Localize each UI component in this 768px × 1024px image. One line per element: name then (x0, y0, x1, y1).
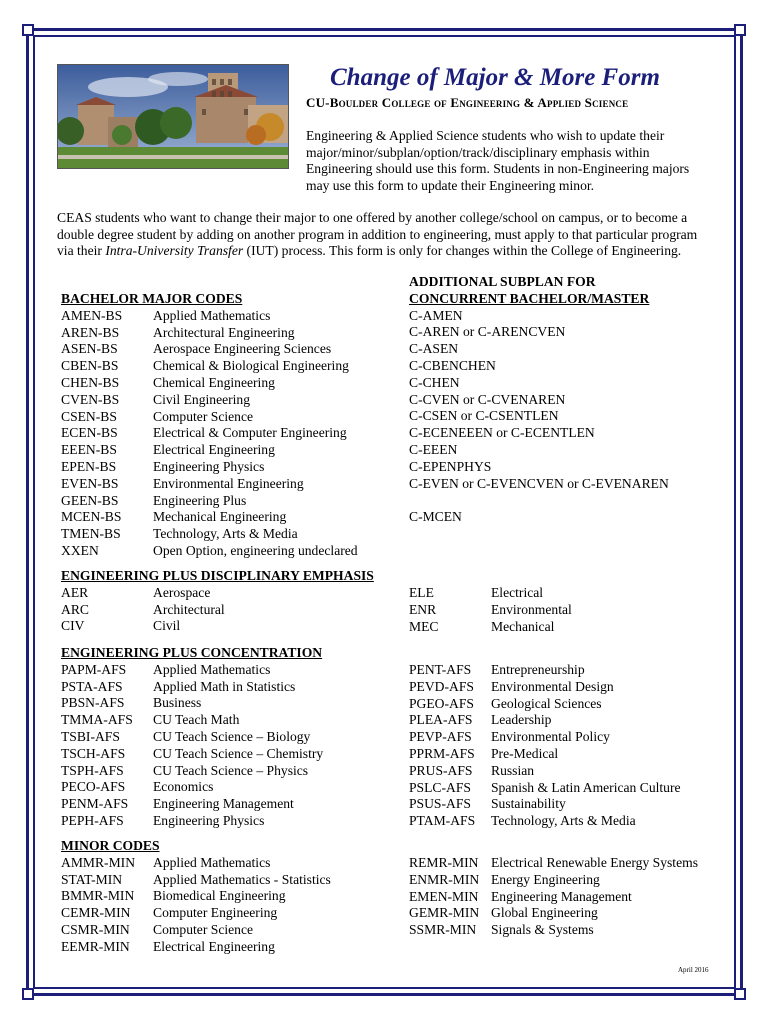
program-code: CHEN-BS (61, 374, 120, 390)
iut-text-start: CEAS students who want to change their major to one offered by another college/school on campus, or to become a double degree student by adding on another program in addition to engineering, must apply to that particular program via their (57, 210, 698, 259)
program-code: ENR (409, 601, 437, 617)
code-row (409, 905, 729, 922)
code-row (61, 585, 401, 602)
program-code: PSUS-AFS (409, 796, 471, 812)
program-code: GEMR-MIN (409, 905, 480, 921)
code-row (409, 459, 729, 476)
program-name: Signals & Systems (491, 922, 594, 938)
program-name: Entrepreneurship (491, 662, 585, 677)
code-row (409, 509, 729, 526)
concurrent-heading-line1: ADDITIONAL SUBPLAN FOR (409, 274, 596, 289)
subplan-code: C-EVEN or C-EVENCVEN or C-EVENAREN (409, 475, 669, 491)
program-code: TSBI-AFS (61, 728, 120, 744)
program-name: Civil (153, 618, 181, 634)
program-name: Mechanical Engineering (153, 509, 287, 525)
program-code: AREN-BS (61, 324, 120, 340)
code-row (409, 585, 709, 602)
program-name: Engineering Management (153, 796, 294, 812)
subplan-code: C-AREN or C-ARENCVEN (409, 324, 566, 340)
program-code: PSTA-AFS (61, 678, 123, 694)
code-row (61, 746, 401, 763)
program-name: Engineering Physics (153, 812, 265, 828)
code-row (409, 408, 729, 425)
code-row (409, 602, 709, 619)
program-code: PRUS-AFS (409, 762, 473, 778)
code-row (61, 779, 401, 796)
program-name: Architectural Engineering (153, 324, 295, 340)
college-subtitle: CU-Boulder College of Engineering & Applied Science (306, 95, 629, 110)
program-name: Chemical Engineering (153, 374, 275, 390)
program-name: CU Teach Math (153, 712, 240, 728)
code-row (409, 442, 729, 459)
program-code: TSPH-AFS (61, 762, 124, 778)
program-name: Applied Mathematics (153, 661, 271, 677)
code-row (409, 392, 729, 409)
program-code: REMR-MIN (409, 855, 479, 870)
code-row (409, 324, 729, 341)
code-row (409, 813, 729, 830)
program-code: CVEN-BS (61, 391, 120, 407)
program-name: Economics (153, 779, 214, 795)
border-corner-bottom-left (22, 988, 34, 1000)
code-row (61, 796, 401, 813)
code-row (61, 308, 391, 325)
iut-paragraph (57, 210, 713, 260)
code-row (61, 905, 401, 922)
program-code: CSMR-MIN (61, 921, 130, 937)
intro-paragraph (57, 128, 713, 194)
concentration-list-left (61, 662, 401, 830)
program-name: Environmental (491, 601, 572, 617)
program-name: Applied Mathematics (153, 307, 271, 323)
code-row (61, 618, 401, 635)
code-row (409, 872, 729, 889)
program-name: Pre-Medical (491, 745, 559, 761)
program-code: MCEN-BS (61, 509, 122, 525)
code-row (61, 409, 391, 426)
subplan-code: C-ECENEEEN or C-ECENTLEN (409, 425, 595, 441)
border-corner-top-right (734, 24, 746, 36)
program-code: CBEN-BS (61, 358, 119, 374)
program-name: Chemical & Biological Engineering (153, 358, 349, 374)
code-row (409, 358, 729, 375)
code-row (61, 459, 391, 476)
subplan-code: C-EPENPHYS (409, 458, 492, 474)
program-code: EEMR-MIN (61, 938, 130, 954)
program-code: PLEA-AFS (409, 712, 473, 728)
subplan-code: C-CBENCHEN (409, 357, 496, 373)
program-name: Electrical Renewable Energy Systems (491, 855, 698, 870)
code-row (61, 325, 391, 342)
code-row (61, 509, 391, 526)
program-code: TSCH-AFS (61, 745, 126, 761)
program-code: PEVP-AFS (409, 729, 472, 745)
program-code: CSEN-BS (61, 408, 117, 424)
code-row (61, 442, 391, 459)
program-code: EMEN-MIN (409, 888, 479, 904)
code-row (61, 872, 401, 889)
minor-right-section (409, 855, 729, 939)
code-row (61, 662, 401, 679)
program-name: Geological Sciences (491, 695, 602, 711)
code-row (409, 696, 729, 713)
subplan-code: C-CVEN or C-CVENAREN (409, 391, 566, 407)
code-row (61, 375, 391, 392)
program-name: Electrical Engineering (153, 442, 275, 458)
program-name: Spanish & Latin American Culture (491, 779, 681, 795)
program-code: SSMR-MIN (409, 922, 477, 938)
program-name: Technology, Arts & Media (153, 526, 298, 542)
iut-text-end: (IUT) process. This form is only for changes within the College of Engineering. (243, 243, 682, 259)
code-row (409, 922, 729, 939)
emphasis-right-section (409, 585, 709, 635)
program-code: PGEO-AFS (409, 695, 474, 711)
program-code: ENMR-MIN (409, 871, 480, 887)
code-row (409, 341, 729, 358)
code-row (409, 729, 729, 746)
concurrent-subplan-list (409, 308, 729, 526)
program-name: Sustainability (491, 796, 566, 812)
program-code: PSLC-AFS (409, 779, 471, 795)
program-name: Environmental Design (491, 678, 614, 694)
code-row (61, 526, 391, 543)
program-code: PENT-AFS (409, 662, 472, 677)
program-code: CEMR-MIN (61, 905, 131, 921)
code-row (409, 619, 709, 636)
program-name: Technology, Arts & Media (491, 813, 636, 829)
subplan-code: C-EEEN (409, 441, 458, 457)
program-name: Electrical Engineering (153, 938, 275, 954)
program-code: EEEN-BS (61, 442, 117, 458)
code-row (61, 392, 391, 409)
code-row (61, 888, 401, 905)
code-row (61, 922, 401, 939)
program-code: PAPM-AFS (61, 661, 127, 677)
program-code: TMEN-BS (61, 526, 121, 542)
form-title: Change of Major & More Form (330, 64, 660, 91)
program-code: BMMR-MIN (61, 888, 135, 904)
code-row (61, 855, 401, 872)
program-name: Energy Engineering (491, 871, 600, 887)
code-row (61, 712, 401, 729)
program-name: CU Teach Science – Physics (153, 762, 309, 778)
program-code: AMMR-MIN (61, 854, 136, 870)
iut-italic-text: Intra-University Transfer (105, 243, 244, 259)
program-code: GEEN-BS (61, 492, 119, 508)
program-name: Open Option, engineering undeclared (153, 542, 358, 558)
program-name: Civil Engineering (153, 391, 251, 407)
code-row (61, 543, 391, 560)
code-row (61, 813, 401, 830)
concurrent-subplan-section (409, 274, 729, 526)
program-name: Aerospace (153, 584, 211, 600)
program-code: ARC (61, 601, 89, 617)
program-name: Environmental Policy (491, 729, 610, 745)
program-name: Computer Science (153, 408, 254, 424)
subplan-code: C-AMEN (409, 307, 463, 323)
bachelor-codes-list (61, 308, 391, 560)
program-code: ELE (409, 585, 434, 600)
code-row (61, 602, 401, 619)
code-row (409, 712, 729, 729)
program-code: EVEN-BS (61, 475, 119, 491)
program-code: PBSN-AFS (61, 695, 125, 711)
minor-codes-heading: MINOR CODES (61, 838, 160, 853)
code-row (61, 358, 391, 375)
code-row (61, 493, 391, 510)
minor-codes-section (61, 838, 401, 956)
program-code: ASEN-BS (61, 341, 118, 357)
program-code: TMMA-AFS (61, 712, 133, 728)
concentration-list-right (409, 662, 729, 830)
program-name: Global Engineering (491, 905, 598, 921)
code-row (409, 796, 729, 813)
code-row (409, 780, 729, 797)
concentration-section (61, 645, 401, 830)
concentration-heading: ENGINEERING PLUS CONCENTRATION (61, 645, 323, 660)
code-row (409, 679, 729, 696)
revision-date: April 2016 (678, 966, 709, 974)
code-row (409, 889, 729, 906)
program-name: CU Teach Science – Biology (153, 728, 311, 744)
program-name: Aerospace Engineering Sciences (153, 341, 332, 357)
subplan-code: C-ASEN (409, 341, 459, 357)
code-row (409, 662, 729, 679)
program-name: Applied Mathematics - Statistics (153, 871, 331, 887)
program-name: Applied Mathematics (153, 854, 271, 870)
program-name: Architectural (153, 601, 225, 617)
minor-list-right (409, 855, 729, 939)
code-row (409, 375, 729, 392)
emphasis-list-left (61, 585, 401, 635)
program-code: PEVD-AFS (409, 678, 474, 694)
code-row (409, 425, 729, 442)
border-corner-top-left (22, 24, 34, 36)
program-name: Business (153, 695, 202, 711)
code-row (61, 939, 401, 956)
program-code: AMEN-BS (61, 307, 123, 323)
code-row (409, 855, 729, 872)
code-row (61, 695, 401, 712)
program-name: Electrical (491, 585, 544, 600)
program-code: CIV (61, 618, 85, 634)
program-code: PPRM-AFS (409, 745, 475, 761)
program-code: XXEN (61, 542, 99, 558)
code-row (61, 476, 391, 493)
program-name: Applied Math in Statistics (153, 678, 296, 694)
program-name: Environmental Engineering (153, 475, 304, 491)
program-name: Computer Engineering (153, 905, 278, 921)
code-row (61, 425, 391, 442)
program-code: PECO-AFS (61, 779, 126, 795)
program-name: Russian (491, 762, 535, 778)
subplan-code: C-CHEN (409, 374, 460, 390)
code-row (409, 492, 729, 509)
code-row (61, 341, 391, 358)
code-row (61, 679, 401, 696)
emphasis-list-right (409, 585, 709, 635)
code-row (409, 763, 729, 780)
program-name: Engineering Management (491, 888, 632, 904)
bachelor-codes-section (61, 291, 391, 560)
program-name: Electrical & Computer Engineering (153, 425, 347, 441)
program-code: STAT-MIN (61, 871, 123, 887)
code-row (409, 476, 729, 493)
code-row (409, 308, 729, 325)
program-code: AER (61, 584, 89, 600)
code-row (61, 763, 401, 780)
code-row (409, 746, 729, 763)
bachelor-codes-heading: BACHELOR MAJOR CODES (61, 291, 243, 306)
program-code: PENM-AFS (61, 796, 129, 812)
program-name: Mechanical (491, 618, 555, 634)
program-name: Engineering Physics (153, 458, 265, 474)
program-name: Biomedical Engineering (153, 888, 286, 904)
program-code: PTAM-AFS (409, 813, 476, 829)
intro-paragraph-text: Engineering & Applied Science students who wish to update their major/minor/subplan/option/track/disciplinary emphasis within Engineering should use this form. Students in non-Engineering majors may use this form to update their Engineering minor. (306, 128, 690, 193)
subplan-code: C-CSEN or C-CSENTLEN (409, 408, 559, 424)
border-corner-bottom-right (734, 988, 746, 1000)
program-code: PEPH-AFS (61, 812, 124, 828)
concurrent-heading-line2: CONCURRENT BACHELOR/MASTER (409, 290, 650, 306)
concentration-right-section (409, 662, 729, 830)
program-code: MEC (409, 618, 439, 634)
program-code: ECEN-BS (61, 425, 118, 441)
program-code: EPEN-BS (61, 458, 117, 474)
program-name: Engineering Plus (153, 492, 247, 508)
emphasis-heading: ENGINEERING PLUS DISCIPLINARY EMPHASIS (61, 568, 374, 583)
emphasis-section (61, 568, 401, 635)
minor-list-left (61, 855, 401, 956)
program-name: Leadership (491, 712, 552, 728)
program-name: CU Teach Science – Chemistry (153, 745, 324, 761)
code-row (61, 729, 401, 746)
program-name: Computer Science (153, 921, 254, 937)
subplan-code: C-MCEN (409, 509, 462, 525)
